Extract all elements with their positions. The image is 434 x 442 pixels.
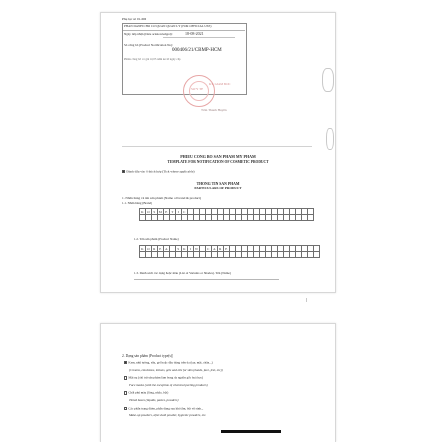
signer-name: Trần Thanh Huyền <box>201 109 227 112</box>
product-type-item <box>129 399 329 403</box>
char-cell: C <box>181 208 188 215</box>
char-cell: S <box>151 208 158 215</box>
char-cell: E <box>223 245 230 252</box>
variants-line <box>134 279 279 280</box>
validity-note: Phiếu công bố có giá trị 05 năm kể từ ngày cấp <box>124 58 181 61</box>
char-cell: K <box>139 245 146 252</box>
char-cell <box>313 251 320 258</box>
char-cell: E <box>157 245 164 252</box>
section-title: THÔNG TIN SẢN PHẨM <box>196 182 240 186</box>
char-cell: T <box>169 208 176 215</box>
header-mark: Phụ lục số 01-MP <box>122 18 147 21</box>
brand-sub: 1.1. Nhãn hàng (Brand) <box>122 202 153 205</box>
signer-title: KT. GIÁM ĐỐC <box>209 83 231 86</box>
tick-box-sample <box>122 170 125 173</box>
document-page-2 <box>100 323 336 442</box>
product-heading: 1.2. Tên sản phẩm (Product Name) <box>134 238 179 241</box>
number-label: Số công bố (Product Notification No): <box>124 44 173 47</box>
receipt-label: Ngày tiếp nhận (Date acknowledged): <box>124 33 173 36</box>
char-cell: A <box>211 245 218 252</box>
product-type-text: Face masks (with the exception of chemical peeling products) <box>129 383 208 387</box>
product-type-text: (Creams, emulsions, lotions, gels and oils for skin (hands, face, feet, etc)) <box>129 368 223 372</box>
product-type-checkbox[interactable] <box>124 376 127 379</box>
redaction-bar <box>221 430 281 433</box>
char-cell: C <box>205 245 212 252</box>
product-type-heading: 2. Dạng sản phẩm (Product type(s)) <box>122 354 174 358</box>
product-type-text: Chất phủ màu (lỏng, nhão, bột) <box>128 391 169 395</box>
form-title: PHIẾU CÔNG BỐ SẢN PHẨM MỸ PHẨM <box>180 155 256 159</box>
margin-dot <box>306 298 307 302</box>
char-cell: O <box>145 208 152 215</box>
char-cell: N <box>193 245 200 252</box>
tick-instruction <box>122 170 195 174</box>
admin-divider <box>123 30 245 31</box>
product-type-item <box>129 369 329 373</box>
char-cell: K <box>139 208 146 215</box>
product-type-text: Mặt nạ (chỉ trừ sản phẩm làm bong da nguồn gốc hoá học) <box>128 376 204 380</box>
punch-hole-top <box>322 68 334 92</box>
char-cell: O <box>145 245 152 252</box>
page1-rule <box>122 146 312 147</box>
char-cell: S <box>175 245 182 252</box>
tick-instruction-text: Đánh dấu vào ô thích hợp (Tick where applicable) <box>126 170 195 174</box>
char-cell: M <box>158 210 162 214</box>
char-cell: R <box>151 245 158 252</box>
char-cell: A <box>163 245 170 252</box>
variants-heading: 1.3. Danh sách các dạng hoặc màu (List of Variants or Shades). Tên (Name) <box>134 272 231 275</box>
stamp-text: SỞ Y TẾ <box>191 88 204 91</box>
product-type-text: Tinted bases (liquids, pastes, powders) <box>129 399 179 402</box>
product-type-text: Make-up powders, after-bath powder, hygienic powders, etc. <box>129 414 207 418</box>
product-type-item <box>129 414 329 418</box>
document-page-1 <box>100 12 336 293</box>
char-cell: R <box>217 245 224 252</box>
brand-char-grid-row2 <box>139 214 313 221</box>
product-type-item <box>124 361 324 365</box>
product-type-text: Kem, nhũ tương, sữa, gel hoặc dầu dùng trên da (tay, mặt, chân...) <box>128 361 213 365</box>
char-cell <box>307 214 314 221</box>
product-type-checkbox[interactable] <box>124 361 127 364</box>
product-type-checkbox[interactable] <box>124 407 127 410</box>
product-type-item <box>124 391 324 395</box>
product-type-checkbox[interactable] <box>124 391 127 394</box>
char-cell: E <box>163 208 170 215</box>
product-type-item <box>124 407 324 411</box>
brand-heading: 1. Nhãn hàng và tên sản phẩm (Name of brand & product) <box>122 197 202 200</box>
receipt-date: 18-08-2021 <box>185 32 204 36</box>
form-subtitle: TEMPLATE FOR NOTIFICATION OF COSMETIC PRODUCT <box>167 160 269 164</box>
char-cell: K <box>181 245 188 252</box>
product-type-item <box>124 376 324 380</box>
product-notification-number: 000406/21/CBMP-HCM <box>172 48 222 53</box>
receipt-line <box>163 37 235 38</box>
char-cell: I <box>175 208 182 215</box>
char-cell: I <box>187 245 194 252</box>
product-type-item <box>129 384 329 388</box>
product-type-text: Các phấn trang điểm, phấn dùng sau khi tắm, bột vệ sinh... <box>128 406 204 411</box>
punch-hole-bottom <box>326 128 334 150</box>
section-subtitle: PARTICULARS OF PRODUCT <box>194 187 242 190</box>
official-use-label: PHẦN DÀNH CHO CƠ QUAN QUẢN LÝ (FOR OFFICIAL USE) <box>124 25 212 28</box>
product-char-grid-row2 <box>139 251 319 258</box>
